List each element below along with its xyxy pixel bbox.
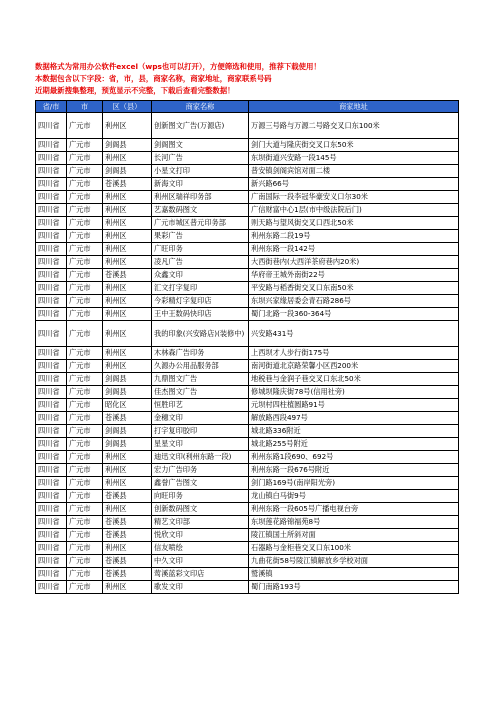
cell-district: 剑阁县 xyxy=(103,386,152,399)
cell-city: 广元市 xyxy=(67,178,103,191)
cell-merchant-name: 果彩广告 xyxy=(152,230,249,243)
notice-line-2: 本数据包含以下字段：省，市，县，商家名称，商家地址，商家联系号码 xyxy=(35,74,272,83)
cell-merchant-name: 王中王数码快印店 xyxy=(152,308,249,321)
cell-district: 剑阁县 xyxy=(103,139,152,152)
cell-merchant-name: 中久文印 xyxy=(152,555,249,568)
cell-merchant-address: 广信财富中心1层(市中级法院后门) xyxy=(249,204,459,217)
cell-province: 四川省 xyxy=(36,139,67,152)
table-row xyxy=(36,269,459,282)
cell-province: 四川省 xyxy=(36,503,67,516)
cell-district: 利州区 xyxy=(103,360,152,373)
header-merchant-name: 商家名称 xyxy=(152,101,249,113)
cell-city: 广元市 xyxy=(67,308,103,321)
cell-merchant-name: 金穗文印 xyxy=(152,412,249,425)
cell-merchant-address: 蜀门南路193号 xyxy=(249,581,459,594)
cell-district: 利州区 xyxy=(103,477,152,490)
cell-merchant-name: 广旺印务 xyxy=(152,243,249,256)
cell-merchant-name: 鑫誉广告图文 xyxy=(152,477,249,490)
cell-city: 广元市 xyxy=(67,555,103,568)
cell-city: 广元市 xyxy=(67,113,103,139)
cell-city: 广元市 xyxy=(67,295,103,308)
cell-merchant-name: 众鑫文印 xyxy=(152,269,249,282)
header-district: 区（县） xyxy=(103,101,152,113)
cell-merchant-address: 剑门路169号(南岸阳光旁) xyxy=(249,477,459,490)
cell-province: 四川省 xyxy=(36,529,67,542)
cell-merchant-name: 艺嘉数码图文 xyxy=(152,204,249,217)
cell-merchant-name: 创新图文广告(万源店) xyxy=(152,113,249,139)
cell-merchant-address: 东坝兴家缘居委会青石路286号 xyxy=(249,295,459,308)
cell-city: 广元市 xyxy=(67,503,103,516)
cell-merchant-name: 剑阁图文 xyxy=(152,139,249,152)
table-row xyxy=(36,373,459,386)
table-row xyxy=(36,243,459,256)
table-row xyxy=(36,152,459,165)
table-row xyxy=(36,464,459,477)
cell-district: 利州区 xyxy=(103,230,152,243)
cell-merchant-address: 修城坝隆庆街78号(信用社旁) xyxy=(249,386,459,399)
cell-merchant-name: 向旺印务 xyxy=(152,490,249,503)
cell-merchant-address: 则天路与望风街交叉口西北50米 xyxy=(249,217,459,230)
cell-merchant-address: 九曲花街58号陵江镇解放乡学校对面 xyxy=(249,555,459,568)
header-merchant-address: 商家地址 xyxy=(249,101,459,113)
cell-province: 四川省 xyxy=(36,256,67,269)
cell-city: 广元市 xyxy=(67,438,103,451)
cell-province: 四川省 xyxy=(36,269,67,282)
table-row xyxy=(36,165,459,178)
cell-merchant-address: 龙山镇白马街9号 xyxy=(249,490,459,503)
cell-province: 四川省 xyxy=(36,386,67,399)
cell-merchant-address: 普安镇剑阁宾馆对面二楼 xyxy=(249,165,459,178)
cell-merchant-address: 石器路与金柜巷交叉口东100米 xyxy=(249,542,459,555)
cell-district: 苍溪县 xyxy=(103,555,152,568)
cell-province: 四川省 xyxy=(36,568,67,581)
cell-merchant-address: 利州东路二段19号 xyxy=(249,230,459,243)
cell-district: 昭化区 xyxy=(103,399,152,412)
cell-province: 四川省 xyxy=(36,191,67,204)
cell-merchant-name: 迪迅文印(利州东路一段) xyxy=(152,451,249,464)
cell-merchant-name: 信友喷绘 xyxy=(152,542,249,555)
cell-district: 利州区 xyxy=(103,217,152,230)
cell-province: 四川省 xyxy=(36,516,67,529)
cell-city: 广元市 xyxy=(67,464,103,477)
cell-merchant-address: 解放路西段497号 xyxy=(249,412,459,425)
cell-merchant-address: 广南国际一段李冠华豪安义口尔30米 xyxy=(249,191,459,204)
cell-district: 苍溪县 xyxy=(103,490,152,503)
header-city: 市 xyxy=(67,101,103,113)
cell-merchant-address: 利州东路一段142号 xyxy=(249,243,459,256)
cell-merchant-name: 新海文印 xyxy=(152,178,249,191)
table-row xyxy=(36,555,459,568)
cell-district: 利州区 xyxy=(103,282,152,295)
cell-city: 广元市 xyxy=(67,282,103,295)
cell-merchant-address: 陵江镇国土所斜对面 xyxy=(249,529,459,542)
cell-province: 四川省 xyxy=(36,165,67,178)
table-row xyxy=(36,360,459,373)
cell-city: 广元市 xyxy=(67,581,103,594)
cell-merchant-name: 创新数码图文 xyxy=(152,503,249,516)
cell-merchant-name: 广元市城区普元印务部 xyxy=(152,217,249,230)
table-row xyxy=(36,282,459,295)
table-row xyxy=(36,529,459,542)
cell-merchant-address: 蜀门北路一段360-364号 xyxy=(249,308,459,321)
cell-merchant-name: 精艺文印部 xyxy=(152,516,249,529)
table-header-row xyxy=(36,101,459,113)
table-row xyxy=(36,438,459,451)
table-row xyxy=(36,321,459,347)
cell-merchant-name: 小星文打印 xyxy=(152,165,249,178)
cell-merchant-name: 打字复印胶印 xyxy=(152,425,249,438)
cell-merchant-name: 长河广告 xyxy=(152,152,249,165)
cell-merchant-address: 平安路与稻香街交叉口东南50米 xyxy=(249,282,459,295)
cell-district: 苍溪县 xyxy=(103,412,152,425)
cell-province: 四川省 xyxy=(36,464,67,477)
cell-province: 四川省 xyxy=(36,282,67,295)
cell-district: 利州区 xyxy=(103,542,152,555)
cell-merchant-name: 木林森广告印务 xyxy=(152,347,249,360)
cell-district: 苍溪县 xyxy=(103,568,152,581)
cell-city: 广元市 xyxy=(67,516,103,529)
cell-district: 苍溪县 xyxy=(103,529,152,542)
cell-city: 广元市 xyxy=(67,425,103,438)
table-row xyxy=(36,217,459,230)
cell-merchant-address: 城北路336附近 xyxy=(249,425,459,438)
cell-city: 广元市 xyxy=(67,568,103,581)
cell-district: 剑阁县 xyxy=(103,373,152,386)
cell-merchant-name: 歌发文印 xyxy=(152,581,249,594)
table-row xyxy=(36,204,459,217)
cell-city: 广元市 xyxy=(67,490,103,503)
cell-province: 四川省 xyxy=(36,490,67,503)
table-row xyxy=(36,113,459,139)
cell-city: 广元市 xyxy=(67,412,103,425)
cell-province: 四川省 xyxy=(36,178,67,191)
table-row xyxy=(36,139,459,152)
cell-city: 广元市 xyxy=(67,347,103,360)
cell-district: 剑阁县 xyxy=(103,438,152,451)
cell-merchant-name: 九鼎图文广告 xyxy=(152,373,249,386)
cell-city: 广元市 xyxy=(67,230,103,243)
table-row xyxy=(36,451,459,464)
cell-district: 苍溪县 xyxy=(103,516,152,529)
cell-city: 广元市 xyxy=(67,269,103,282)
table-row xyxy=(36,386,459,399)
cell-merchant-address: 元坝村四柱植圆路91号 xyxy=(249,399,459,412)
cell-merchant-address: 东坝街道兴安路一段145号 xyxy=(249,152,459,165)
cell-city: 广元市 xyxy=(67,152,103,165)
cell-province: 四川省 xyxy=(36,243,67,256)
table-row xyxy=(36,399,459,412)
cell-province: 四川省 xyxy=(36,308,67,321)
cell-merchant-address: 鹫溪镇 xyxy=(249,568,459,581)
table-row xyxy=(36,256,459,269)
cell-province: 四川省 xyxy=(36,542,67,555)
table-row xyxy=(36,503,459,516)
cell-merchant-name: 我的印象(兴安路店)(装修中) xyxy=(152,321,249,347)
cell-district: 利州区 xyxy=(103,451,152,464)
cell-district: 利州区 xyxy=(103,256,152,269)
cell-city: 广元市 xyxy=(67,451,103,464)
cell-city: 广元市 xyxy=(67,399,103,412)
cell-city: 广元市 xyxy=(67,542,103,555)
table-row xyxy=(36,412,459,425)
cell-district: 利州区 xyxy=(103,191,152,204)
header-province: 省/市 xyxy=(36,101,67,113)
cell-province: 四川省 xyxy=(36,399,67,412)
cell-district: 利州区 xyxy=(103,204,152,217)
cell-district: 利州区 xyxy=(103,503,152,516)
cell-merchant-address: 新兴路66号 xyxy=(249,178,459,191)
notice-line-3: 近期最新搜集整理，预览显示不完整，下载后查看完整数据！ xyxy=(35,86,235,95)
cell-merchant-name: 利州区瑞祥印务部 xyxy=(152,191,249,204)
cell-city: 广元市 xyxy=(67,139,103,152)
cell-district: 苍溪县 xyxy=(103,178,152,191)
cell-city: 广元市 xyxy=(67,529,103,542)
cell-city: 广元市 xyxy=(67,386,103,399)
table-row xyxy=(36,542,459,555)
table-row xyxy=(36,490,459,503)
cell-province: 四川省 xyxy=(36,412,67,425)
cell-province: 四川省 xyxy=(36,152,67,165)
cell-city: 广元市 xyxy=(67,217,103,230)
table-row xyxy=(36,230,459,243)
cell-merchant-address: 城北路255号附近 xyxy=(249,438,459,451)
notice-line-1: 数据格式为常用办公软件excel（wps也可以打开），方便筛选和使用，推荐下载使用！ xyxy=(35,62,321,71)
cell-province: 四川省 xyxy=(36,438,67,451)
cell-province: 四川省 xyxy=(36,204,67,217)
download-notice xyxy=(35,61,475,97)
cell-merchant-address: 利州东路1段690、692号 xyxy=(249,451,459,464)
table-row xyxy=(36,425,459,438)
cell-city: 广元市 xyxy=(67,165,103,178)
cell-merchant-name: 宏力广告印务 xyxy=(152,464,249,477)
cell-city: 广元市 xyxy=(67,477,103,490)
cell-merchant-name: 久源办公用品服务部 xyxy=(152,360,249,373)
cell-city: 广元市 xyxy=(67,191,103,204)
table-row xyxy=(36,568,459,581)
cell-merchant-name: 莺溪蓝彩文印店 xyxy=(152,568,249,581)
cell-merchant-address: 大西街巷内(大西洋茶府巷内20米) xyxy=(249,256,459,269)
table-row xyxy=(36,178,459,191)
table-row xyxy=(36,516,459,529)
cell-district: 剑阁县 xyxy=(103,425,152,438)
cell-province: 四川省 xyxy=(36,230,67,243)
cell-merchant-name: 今彩精灯字复印店 xyxy=(152,295,249,308)
cell-merchant-name: 星星文印 xyxy=(152,438,249,451)
cell-district: 利州区 xyxy=(103,295,152,308)
cell-merchant-address: 上西坝才人步行街175号 xyxy=(249,347,459,360)
cell-district: 利州区 xyxy=(103,321,152,347)
cell-merchant-address: 兴安路431号 xyxy=(249,321,459,347)
cell-merchant-address: 地税巷与金润子巷交叉口东北50米 xyxy=(249,373,459,386)
cell-district: 苍溪县 xyxy=(103,269,152,282)
cell-province: 四川省 xyxy=(36,373,67,386)
cell-merchant-name: 恒胜印艺 xyxy=(152,399,249,412)
cell-merchant-address: 利州东路一段676号附近 xyxy=(249,464,459,477)
cell-province: 四川省 xyxy=(36,425,67,438)
cell-merchant-address: 利州东路一段605号广播电视台旁 xyxy=(249,503,459,516)
cell-province: 四川省 xyxy=(36,581,67,594)
table-row xyxy=(36,581,459,594)
cell-district: 剑阁县 xyxy=(103,165,152,178)
cell-province: 四川省 xyxy=(36,113,67,139)
cell-merchant-name: 悦欣文印 xyxy=(152,529,249,542)
cell-district: 利州区 xyxy=(103,152,152,165)
table-body xyxy=(36,113,459,594)
cell-province: 四川省 xyxy=(36,360,67,373)
cell-district: 利州区 xyxy=(103,347,152,360)
cell-merchant-name: 凌凡广告 xyxy=(152,256,249,269)
cell-province: 四川省 xyxy=(36,295,67,308)
cell-city: 广元市 xyxy=(67,243,103,256)
cell-district: 利州区 xyxy=(103,113,152,139)
cell-province: 四川省 xyxy=(36,347,67,360)
cell-merchant-address: 万源三号路与万源二号路交叉口东100米 xyxy=(249,113,459,139)
cell-district: 利州区 xyxy=(103,464,152,477)
table-row xyxy=(36,191,459,204)
cell-district: 利州区 xyxy=(103,243,152,256)
cell-district: 利州区 xyxy=(103,581,152,594)
table-row xyxy=(36,295,459,308)
cell-merchant-name: 佳杰图文广告 xyxy=(152,386,249,399)
table-row xyxy=(36,347,459,360)
cell-city: 广元市 xyxy=(67,373,103,386)
cell-province: 四川省 xyxy=(36,477,67,490)
cell-merchant-address: 剑门大道与隆庆街交叉口东50米 xyxy=(249,139,459,152)
table-row xyxy=(36,308,459,321)
cell-city: 广元市 xyxy=(67,256,103,269)
cell-province: 四川省 xyxy=(36,321,67,347)
cell-merchant-address: 南河街道北京路荣馨小区西200米 xyxy=(249,360,459,373)
cell-district: 利州区 xyxy=(103,308,152,321)
cell-province: 四川省 xyxy=(36,555,67,568)
table-row xyxy=(36,477,459,490)
cell-city: 广元市 xyxy=(67,204,103,217)
cell-merchant-name: 汇文打字复印 xyxy=(152,282,249,295)
merchant-table xyxy=(35,100,459,594)
cell-merchant-address: 东坝莲花路锦福苑8号 xyxy=(249,516,459,529)
cell-province: 四川省 xyxy=(36,217,67,230)
cell-province: 四川省 xyxy=(36,451,67,464)
cell-city: 广元市 xyxy=(67,321,103,347)
cell-merchant-address: 华府帝王城外南街22号 xyxy=(249,269,459,282)
cell-city: 广元市 xyxy=(67,360,103,373)
